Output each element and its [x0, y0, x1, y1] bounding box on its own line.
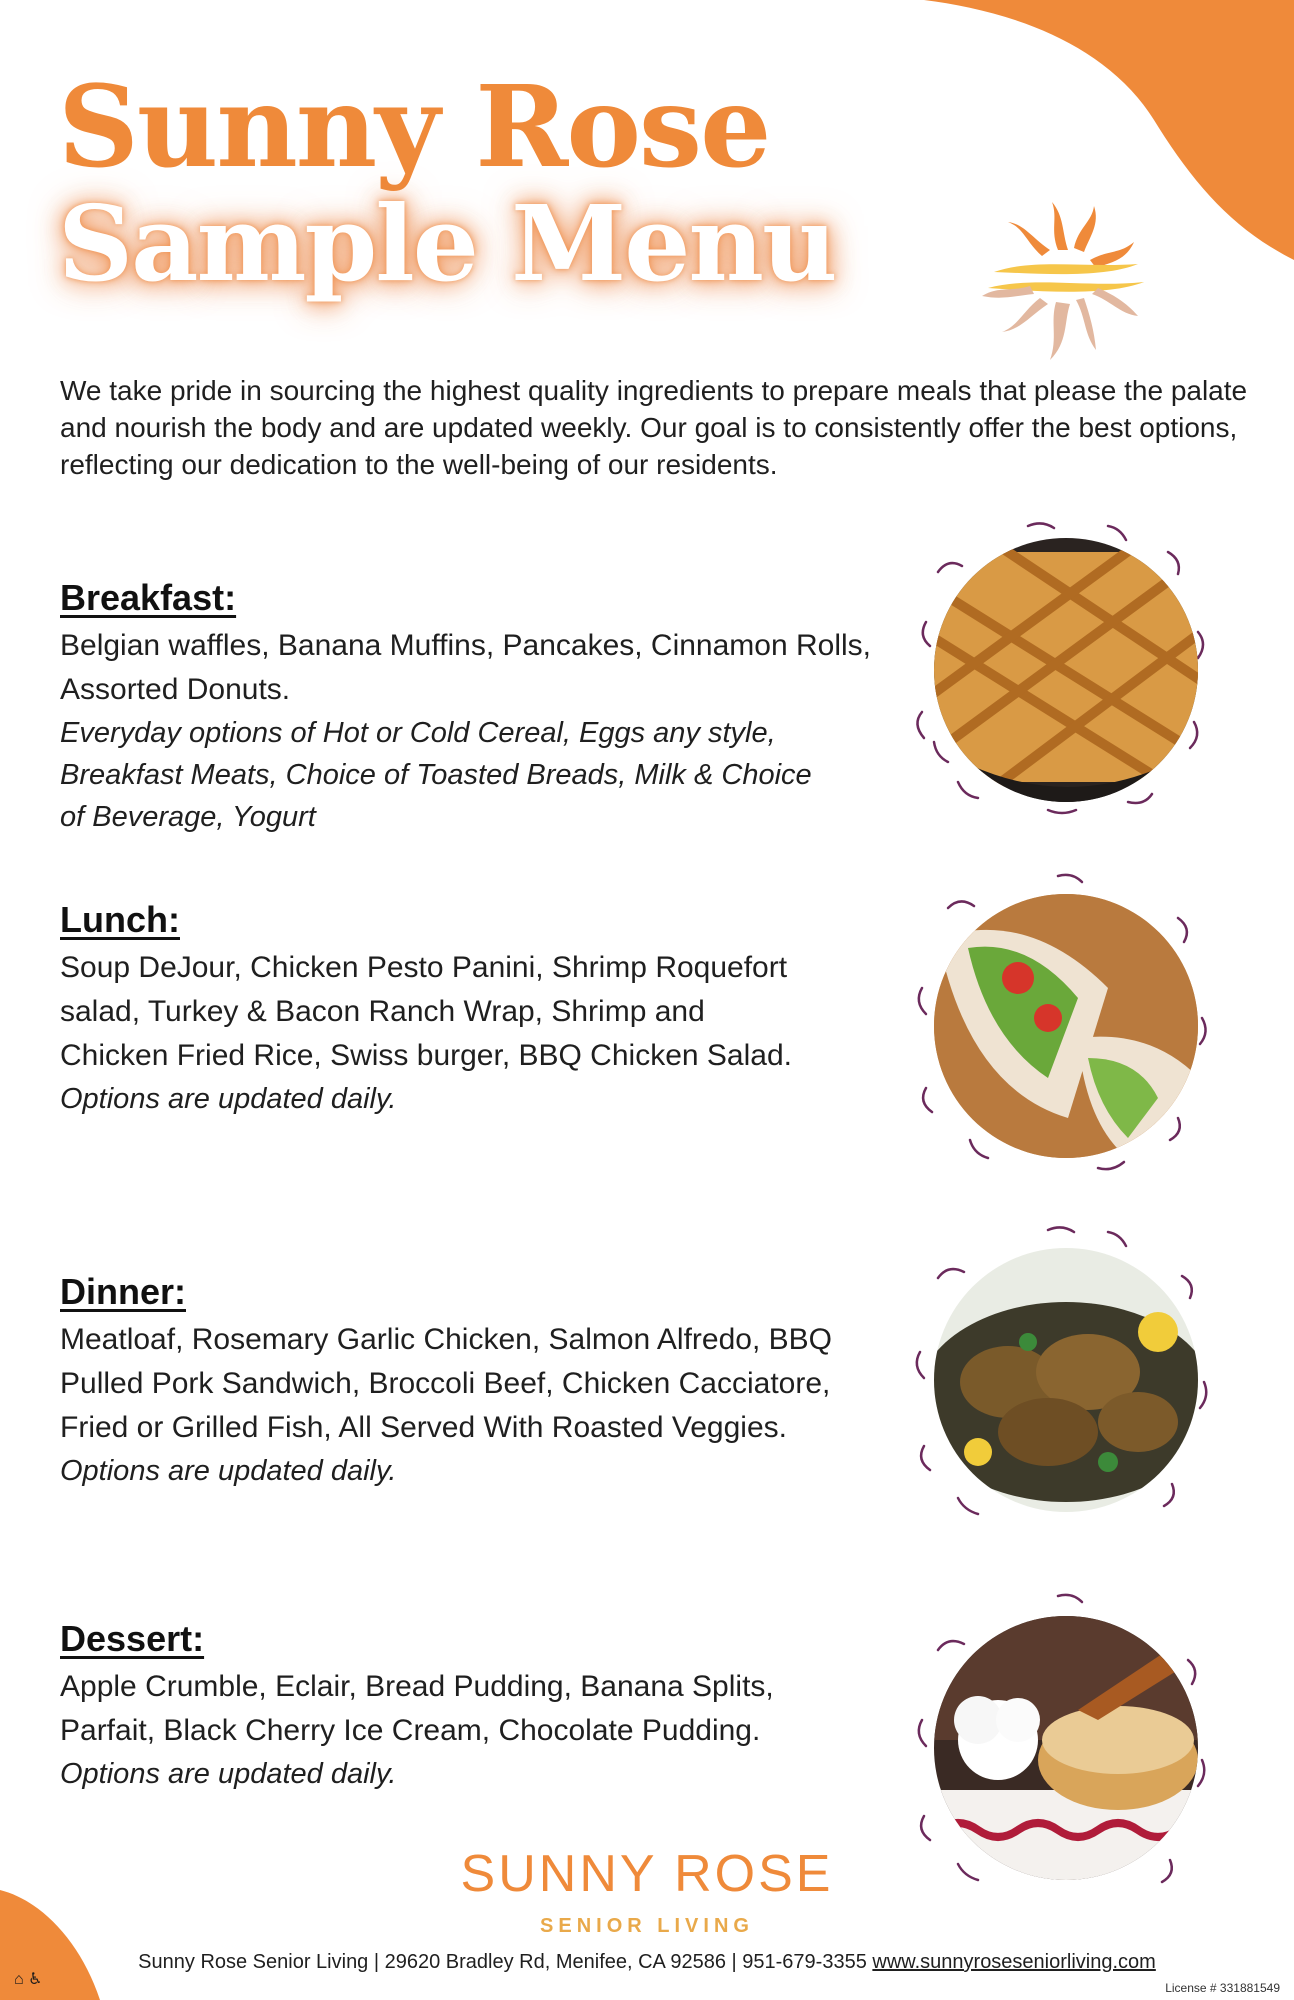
dessert-items: Apple Crumble, Eclair, Bread Pudding, Banana Splits, Parfait, Black Cherry Ice Cream, Chocolate Pudding.	[60, 1670, 774, 1747]
breakfast-note: Everyday options of Hot or Cold Cereal, Eggs any style, Breakfast Meats, Choice of Toasted Breads, Milk & Choice of Beverage, Yogurt	[60, 717, 812, 833]
accessibility-icon: ♿	[28, 1971, 43, 1988]
equal-housing-icon: ⌂	[14, 1971, 24, 1988]
breakfast-heading: Breakfast:	[60, 577, 237, 618]
dinner-section	[60, 1270, 850, 1492]
breakfast-section	[60, 576, 900, 838]
wrap-photo	[908, 868, 1218, 1178]
title-line-2: Sample Menu	[58, 182, 836, 305]
breakfast-items: Belgian waffles, Banana Muffins, Pancakes, Cinnamon Rolls, Assorted Donuts.	[60, 629, 872, 706]
footer-icons	[14, 1972, 42, 1988]
chicken-photo	[908, 1222, 1218, 1532]
website-link[interactable]: www.sunnyroseseniorliving.com	[872, 1951, 1156, 1973]
dessert-heading: Dessert:	[60, 1618, 205, 1659]
sun-logo-icon	[970, 192, 1158, 372]
intro-paragraph: We take pride in sourcing the highest quality ingredients to prepare meals that please the palate and nourish the body and are updated weekly. Our goal is to consistently offer the best options, reflecting our dedication to the well-being of our residents.	[60, 375, 1248, 480]
lunch-items: Soup DeJour, Chicken Pesto Panini, Shrimp Roquefort salad, Turkey & Bacon Ranch Wrap, Shrimp and Chicken Fried Rice, Swiss burger, BBQ Chicken Salad.	[60, 951, 792, 1072]
dinner-heading: Dinner:	[60, 1271, 186, 1312]
brand-name: SUNNY ROSE	[460, 1845, 834, 1903]
dessert-section	[60, 1617, 850, 1795]
dinner-items: Meatloaf, Rosemary Garlic Chicken, Salmon Alfredo, BBQ Pulled Pork Sandwich, Broccoli Beef, Chicken Cacciatore, Fried or Grilled Fish, All Served With Roasted Veggies.	[60, 1323, 832, 1444]
lunch-heading: Lunch:	[60, 899, 180, 940]
lunch-note: Options are updated daily.	[60, 1083, 397, 1115]
title-line-1: Sunny Rose	[58, 62, 770, 193]
brand-tagline: SENIOR LIVING	[540, 1915, 754, 1937]
footer	[0, 1952, 1294, 1972]
license-number: License # 331881549	[1165, 1981, 1280, 1995]
waffle-photo	[908, 512, 1218, 822]
footer-address: Sunny Rose Senior Living | 29620 Bradley Rd, Menifee, CA 92586 | 951-679-3355	[138, 1951, 873, 1973]
dinner-note: Options are updated daily.	[60, 1455, 397, 1487]
dessert-note: Options are updated daily.	[60, 1758, 397, 1790]
lunch-section	[60, 898, 820, 1120]
